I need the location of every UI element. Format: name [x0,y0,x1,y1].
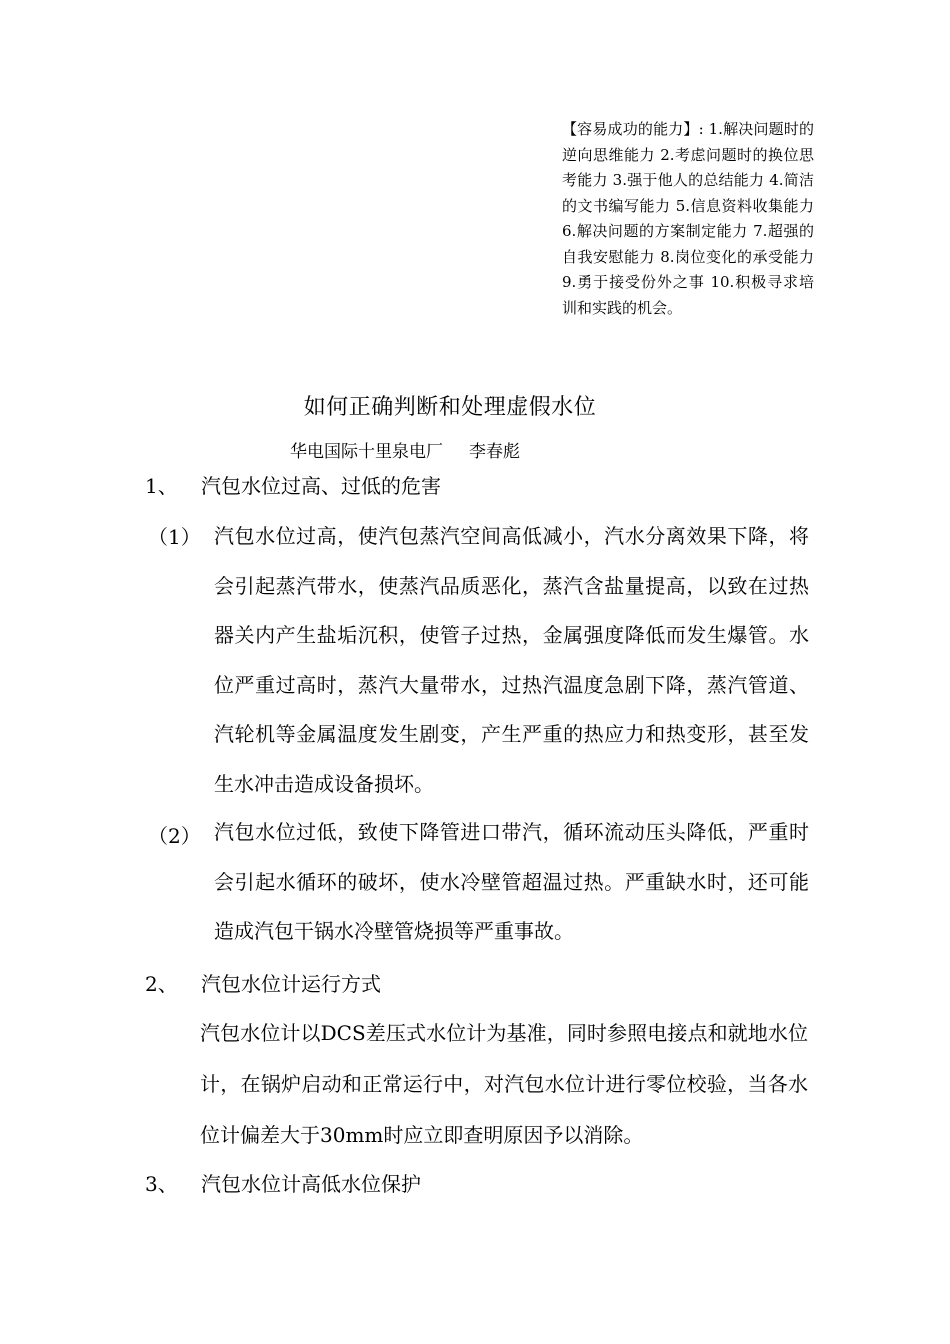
byline [290,437,520,462]
section-2-heading [145,968,381,997]
section-number: 1、 [145,474,178,498]
section-title: 汽包水位计高低水位保护 [201,1172,421,1196]
byline-organization: 华电国际十里泉电厂 [290,442,443,462]
section-title: 汽包水位过高、过低的危害 [201,474,441,498]
item-marker: （1） [148,525,201,549]
byline-author: 李春彪 [469,442,520,462]
sidebar-note: 【容易成功的能力】: 1.解决问题时的逆向思维能力 2.考虑问题时的换位思考能力 3.强于他人的总结能力 4.简洁的文书编写能力 5.信息资料收集能力 6.解决问题的方案制定能力 7.超强的自我安慰能力 8.岗位变化的承受能力 9.勇于接受份外之事 10.积极寻求培训和实践的机会。 [562,120,814,317]
section-number: 3、 [145,1172,178,1196]
item-marker: （2） [148,824,201,848]
section-2-body: 汽包水位计以DCS差压式水位计为基准，同时参照电接点和就地水位计，在锅炉启动和正常运行中，对汽包水位计进行零位校验，当各水位计偏差大于30mm时应立即查明原因予以消除。 [200,1021,808,1147]
section-1-heading [145,470,441,499]
section-number: 2、 [145,972,178,996]
item-text: 汽包水位过高，使汽包蒸汽空间高低减小，汽水分离效果下降，将会引起蒸汽带水，使蒸汽品质恶化，蒸汽含盐量提高，以致在过热器关内产生盐垢沉积，使管子过热，金属强度降低而发生爆管。水位严重过高时，蒸汽大量带水，过热汽温度急剧下降，蒸汽管道、汽轮机等金属温度发生剧变，产生严重的热应力和热变形，甚至发生水冲击造成设备损坏。 [214,524,809,796]
section-3-heading [145,1168,421,1197]
section-1-item-1 [148,512,809,809]
section-1-item-2 [148,808,809,957]
document-title: 如何正确判断和处理虚假水位 [303,395,597,420]
section-title: 汽包水位计运行方式 [201,972,381,996]
item-text: 汽包水位过低，致使下降管进口带汽，循环流动压头降低，严重时会引起水循环的破坏，使水冷壁管超温过热。严重缺水时，还可能造成汽包干锅水冷壁管烧损等严重事故。 [214,820,809,943]
